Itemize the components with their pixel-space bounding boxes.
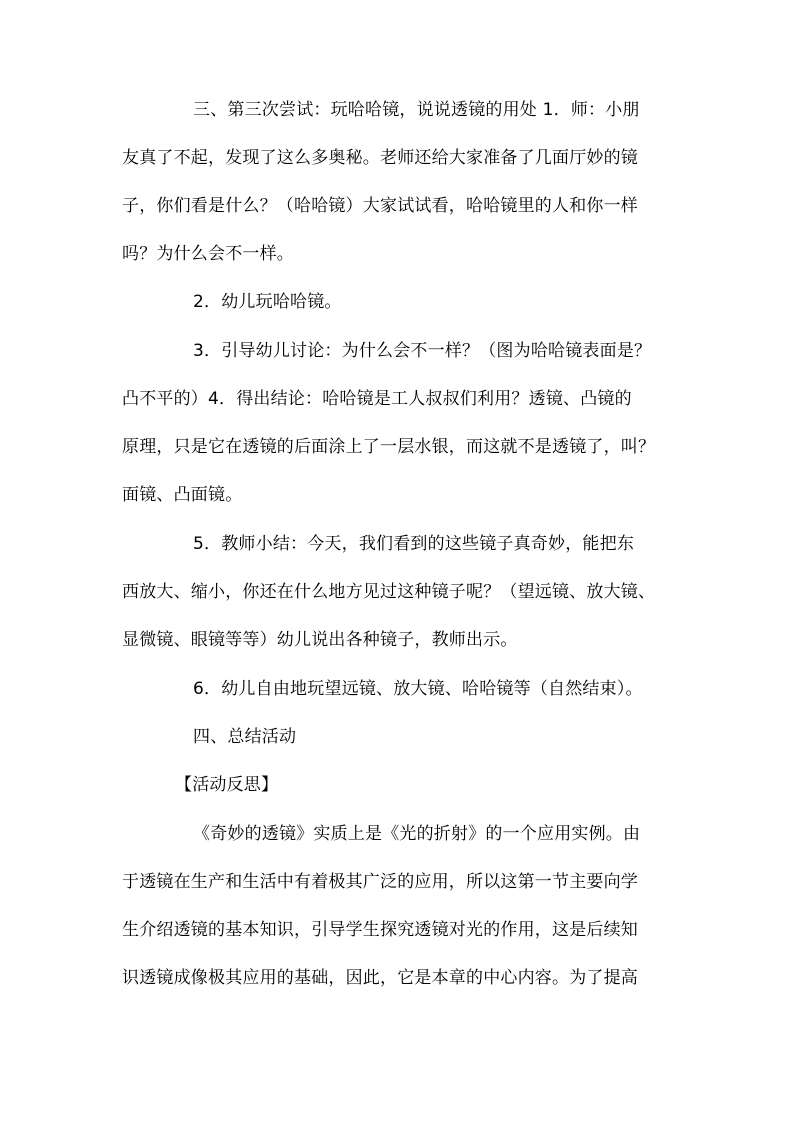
text-line: 识透镜成像极其应用的基础，因此，它是本章的中心内容。为了提高 xyxy=(122,968,638,988)
text-line: 凸不平的）4．得出结论：哈哈镜是工人叔叔们利用？透镜、凸镜的 xyxy=(122,389,632,409)
text-line: 吗？为什么会不一样。 xyxy=(122,244,294,264)
text-line: 于透镜在生产和生活中有着极其广泛的应用，所以这第一节主要向学 xyxy=(122,872,638,892)
text-line: 2．幼儿玩哈哈镜。 xyxy=(193,292,342,312)
text-line: 《奇妙的透镜》实质上是《光的折射》的一个应用实例。由 xyxy=(193,824,641,844)
text-line: 显微镜、眼镜等等）幼儿说出各种镜子，教师出示。 xyxy=(122,630,518,650)
text-line: 西放大、缩小，你还在什么地方见过这种镜子呢？（望远镜、放大镜、 xyxy=(122,582,656,602)
text-line: 3．引导幼儿讨论：为什么会不一样？（图为哈哈镜表面是？ xyxy=(193,341,652,361)
text-line: 原理，只是它在透镜的后面涂上了一层水银，而这就不是透镜了，叫？ xyxy=(122,437,656,457)
section-heading: 四、总结活动 xyxy=(193,727,297,747)
text-line: 友真了不起，发现了这么多奥秘。老师还给大家准备了几面厅妙的镜 xyxy=(122,148,638,168)
text-line: 6．幼儿自由地玩望远镜、放大镜、哈哈镜等（自然结束）。 xyxy=(193,679,643,699)
section-heading: 【活动反思】 xyxy=(175,775,279,795)
text-line: 三、第三次尝试：玩哈哈镜，说说透镜的用处 1．师：小朋 xyxy=(193,100,640,120)
text-line: 面镜、凸面镜。 xyxy=(122,485,243,505)
text-line: 5．教师小结：今天，我们看到的这些镜子真奇妙，能把东 xyxy=(193,534,635,554)
text-line: 生介绍透镜的基本知识，引导学生探究透镜对光的作用，这是后续知 xyxy=(122,920,638,940)
text-line: 子，你们看是什么？（哈哈镜）大家试试看，哈哈镜里的人和你一样 xyxy=(122,196,638,216)
